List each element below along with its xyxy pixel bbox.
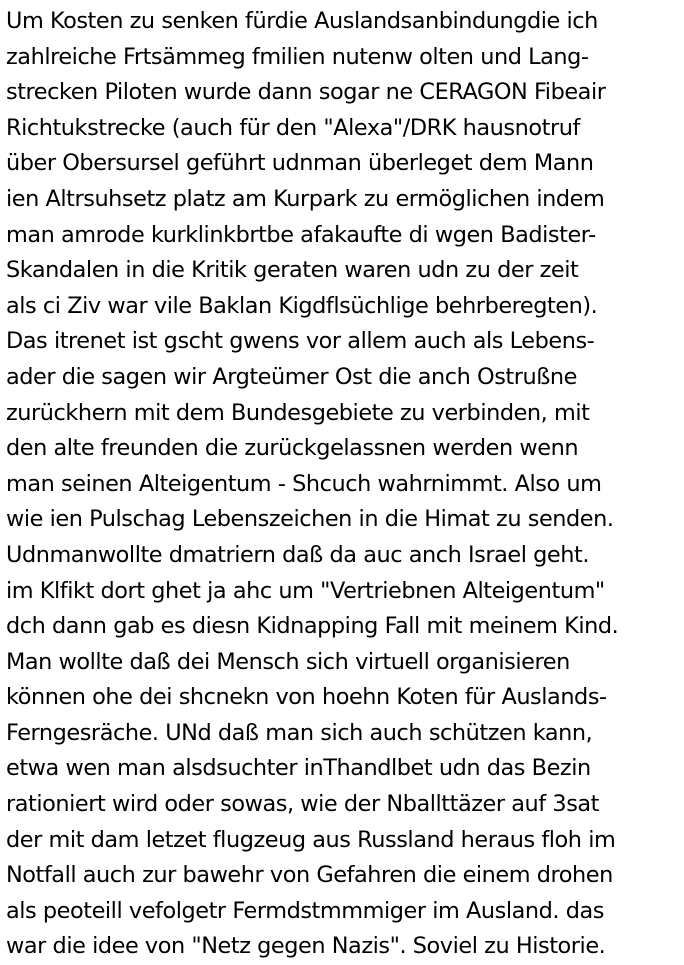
text-line: Um Kosten zu senken fürdie Auslandsanbindungdie ich [6, 8, 598, 34]
text-line: Das itrenet ist gscht gwens vor allem auch als Lebens- [6, 328, 595, 355]
text-line: der mit dam letzet flugzeug aus Russland heraus floh im [6, 826, 616, 853]
text-line: als peoteill vefolgetr Fermdstmmmiger im Ausland. das [6, 897, 604, 924]
text-line: man amrode kurklinkbrtbe afakaufte di wgen Badister- [6, 221, 596, 248]
text-line: ien Altrsuhsetz platz am Kurpark zu ermöglichen indem [6, 185, 605, 212]
text-line: zurückhern mit dem Bundesgebiete zu verbinden, mit [6, 399, 590, 426]
text-line: etwa wen man alsdsuchter inThandlbet udn das Bezin [6, 755, 591, 782]
text-line: Udnmanwollte dmatriern daß da auc anch Israel geht. [6, 541, 589, 568]
text-line: strecken Piloten wurde dann sogar ne CERAGON Fibeair [6, 79, 606, 106]
text-line: Man wollte daß dei Mensch sich virtuell organisieren [6, 648, 570, 675]
text-line: ader die sagen wir Argteümer Ost die anch Ostrußne [6, 363, 577, 390]
text-line: Notfall auch zur bawehr von Gefahren die einem drohen [6, 862, 613, 889]
text-line: rationiert wird oder sowas, wie der Nballttäzer auf 3sat [6, 791, 600, 818]
text-line: Ferngesräche. UNd daß man sich auch schützen kann, [6, 719, 593, 746]
text-line: Skandalen in die Kritik geraten waren udn zu der zeit [6, 257, 579, 284]
text-line: war die idee von "Netz gegen Nazis". Soviel zu Historie. [6, 933, 606, 960]
text-line: im Klfikt dort ghet ja ahc um "Vertriebnen Alteigentum" [6, 577, 605, 604]
document-body [6, 4, 682, 965]
text-line: wie ien Pulschag Lebenszeichen in die Himat zu senden. [6, 506, 614, 533]
text-line: man seinen Alteigentum - Shcuch wahrnimmt. Also um [6, 470, 602, 497]
text-line: den alte freunden die zurückgelassnen werden wenn [6, 435, 579, 462]
text-line: zahlreiche Frtsämmeg fmilien nutenw olten und Lang- [6, 43, 589, 70]
text-line: über Obersursel geführt udnman überleget dem Mann [6, 150, 594, 177]
text-line: Richtukstrecke (auch für den "Alexa"/DRK hausnotruf [6, 114, 580, 141]
text-line: dch dann gab es diesn Kidnapping Fall mit meinem Kind. [6, 613, 619, 640]
text-line: als ci Ziv war vile Baklan Kigdflsüchlige behrberegten). [6, 292, 598, 319]
text-line: können ohe dei shcnekn von hoehn Koten für Auslands- [6, 684, 607, 711]
